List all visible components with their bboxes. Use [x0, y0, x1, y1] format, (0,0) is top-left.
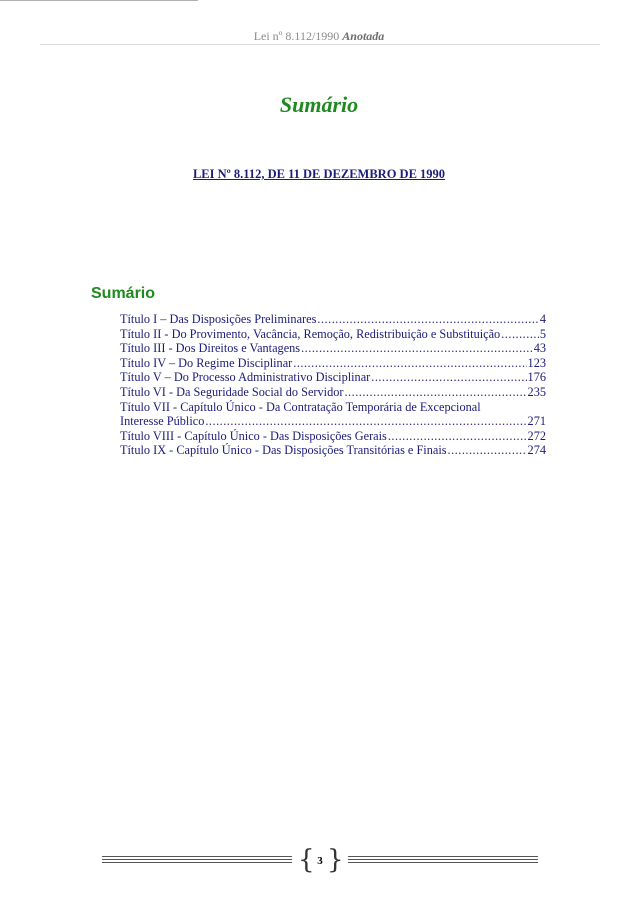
toc-entry[interactable]: [120, 400, 546, 429]
toc-entry-page: 271: [527, 414, 546, 429]
toc-leader-dots: [293, 356, 526, 371]
toc-entry-page: 123: [527, 355, 546, 370]
toc-entry[interactable]: [120, 341, 546, 356]
right-brace-icon: }: [327, 845, 344, 875]
running-header-title: Lei nº 8.112/1990: [253, 29, 340, 43]
page-number: 3: [317, 855, 323, 867]
toc-entry-title: Título VI - Da Seguridade Social do Servidor: [120, 384, 344, 399]
toc-leader-dots: [301, 341, 533, 356]
toc-entry-page: 5: [539, 326, 546, 341]
table-of-contents: [120, 312, 546, 458]
toc-leader-dots: [388, 429, 527, 444]
toc-entry-title-line2: Interesse Público: [120, 414, 205, 429]
toc-entry-title: Título IX - Capítulo Único - Das Disposições Transitórias e Finais: [120, 443, 447, 458]
toc-leader-dots: [501, 327, 539, 342]
footer-rule-right: [348, 856, 538, 865]
toc-entry-title: Título VIII - Capítulo Único - Das Disposições Gerais: [120, 428, 387, 443]
toc-entry-title: Título V – Do Processo Administrativo Disciplinar: [120, 370, 371, 385]
toc-entry-page: 176: [527, 370, 546, 385]
toc-leader-dots: [205, 414, 526, 429]
header-rule: [40, 44, 600, 45]
left-brace-icon: {: [298, 845, 315, 875]
toc-heading: Sumário: [91, 285, 156, 302]
page-footer: [92, 845, 538, 876]
toc-entry-page: 235: [527, 384, 546, 399]
toc-entry[interactable]: [120, 385, 546, 400]
corner-rule: [0, 0, 198, 1]
law-title-link[interactable]: LEI Nº 8.112, DE 11 DE DEZEMBRO DE 1990: [192, 167, 446, 181]
page-title: Sumário: [279, 92, 359, 117]
toc-entry[interactable]: [120, 429, 546, 444]
toc-leader-dots: [344, 385, 526, 400]
running-header: [0, 29, 638, 44]
toc-entry-title: Título IV – Do Regime Disciplinar: [120, 355, 293, 370]
toc-leader-dots: [371, 370, 526, 385]
toc-entry-title: Título II - Do Provimento, Vacância, Remoção, Redistribuição e Substituição: [120, 326, 501, 341]
footer-rule-left: [102, 856, 292, 865]
toc-entry-title: Título III - Dos Direitos e Vantagens: [120, 341, 301, 356]
toc-entry-title: Título I – Das Disposições Preliminares: [120, 312, 317, 326]
toc-entry-page: 4: [539, 312, 546, 326]
toc-entry-title-line1: Título VII - Capítulo Único - Da Contratação Temporária de Excepcional: [120, 399, 481, 414]
toc-entry[interactable]: [120, 312, 546, 327]
toc-entry-page: 274: [527, 443, 546, 458]
toc-leader-dots: [448, 443, 527, 458]
toc-entry[interactable]: [120, 370, 546, 385]
toc-entry-page: 43: [533, 341, 546, 356]
toc-entry-continuation: [120, 414, 546, 429]
toc-entry[interactable]: [120, 327, 546, 342]
toc-entry[interactable]: [120, 443, 546, 458]
toc-entry[interactable]: [120, 356, 546, 371]
running-header-suffix: Anotada: [342, 29, 385, 43]
toc-leader-dots: [317, 312, 538, 327]
toc-entry-page: 272: [527, 428, 546, 443]
